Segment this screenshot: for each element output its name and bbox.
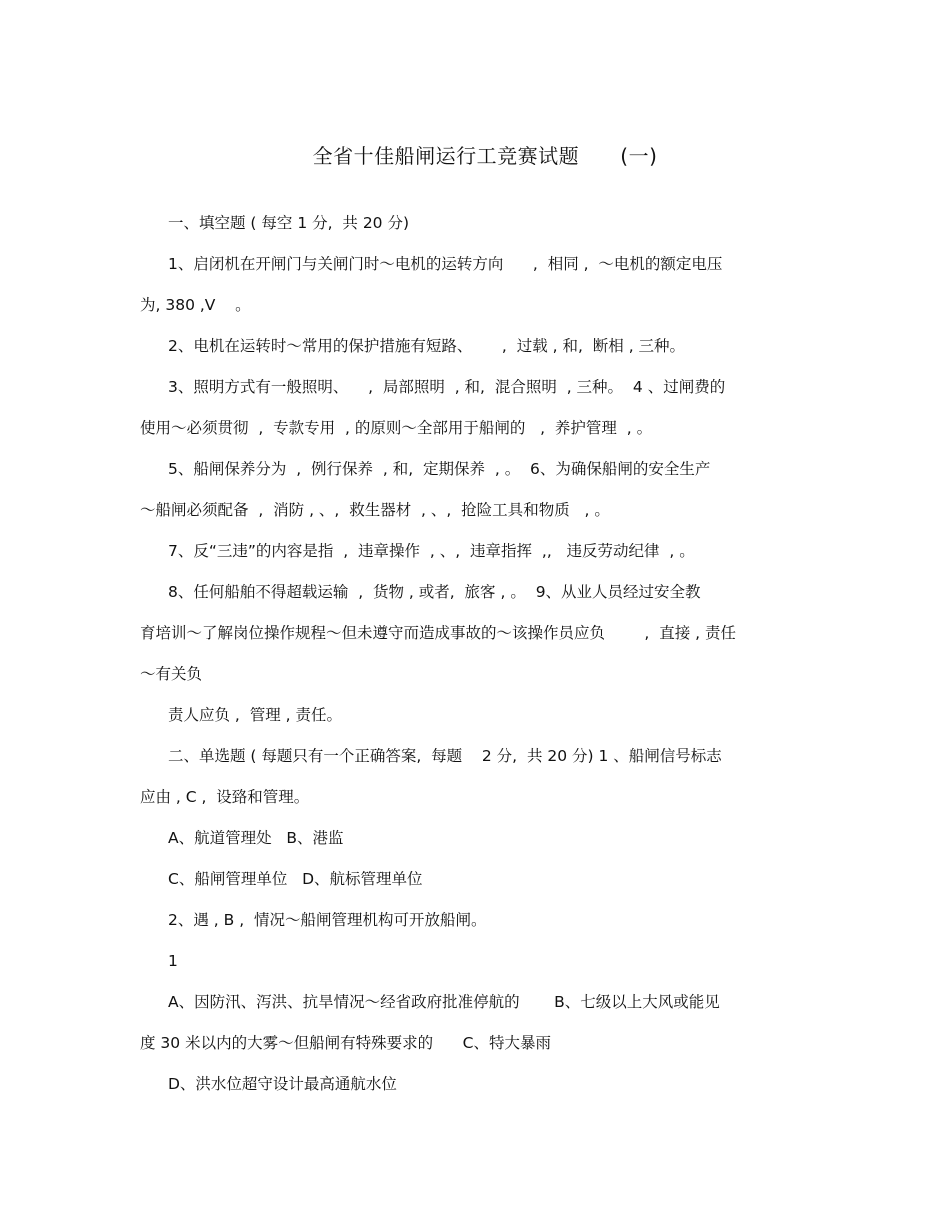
- text-line: ～有关负: [140, 665, 203, 683]
- text-line: ～船闸必须配备 , 消防 , 、, 救生器材 , 、, 抢险工具和物质 , 。: [140, 501, 610, 519]
- text-line: 2、电机在运转时～常用的保护措施有短路、 , 过载 , 和, 断相 , 三种。: [168, 337, 686, 355]
- answer-option: C、船闸管理单位 D、航标管理单位: [168, 870, 423, 888]
- text-line: 育培训～了解岗位操作规程～但未遵守而造成事故的～该操作员应负 , 直接 , 责任: [140, 624, 736, 642]
- answer-option: D、洪水位超守设计最高通航水位: [168, 1075, 397, 1093]
- text-line: 1、启闭机在开闸门与关闸门时～电机的运转方向 , 相同 , ～电机的额定电压: [168, 255, 723, 273]
- answer-option: 度 30 米以内的大雾～但船闸有特殊要求的 C、特大暴雨: [140, 1034, 551, 1052]
- section-heading-fill-blank: 一、填空题 ( 每空 1 分, 共 20 分): [168, 214, 410, 232]
- page-number: 1: [168, 952, 178, 970]
- text-line: 应由 , C , 设臵和管理。: [140, 788, 310, 806]
- text-line: 7、反“三违”的内容是指 , 违章操作 , 、, 违章指挥 ,, 违反劳动纪律 , 。: [168, 542, 695, 560]
- text-line: 责人应负 , 管理 , 责任。: [168, 706, 342, 724]
- question-line: 2、遇 , B , 情况～船闸管理机构可开放船闸。: [168, 911, 487, 929]
- text-line: 为, 380 ,V 。: [140, 296, 251, 314]
- answer-option: A、因防汛、泻洪、抗旱情况～经省政府批准停航的 B、七级以上大风或能见: [168, 993, 720, 1011]
- document-title: 全省十佳船闸运行工竞赛试题 (一): [312, 144, 658, 168]
- answer-option: A、航道管理处 B、港监: [168, 829, 344, 847]
- text-line: 8、任何船舶不得超载运输 , 货物 , 或者, 旅客 , 。 9、从业人员经过安全教: [168, 583, 701, 601]
- section-heading-single-choice: 二、单选题 ( 每题只有一个正确答案, 每题 2 分, 共 20 分) 1 、船闸信号标志: [168, 747, 722, 765]
- text-line: 5、船闸保养分为 , 例行保养 , 和, 定期保养 , 。 6、为确保船闸的安全生产: [168, 460, 711, 478]
- document-body: [140, 203, 820, 1105]
- text-line: 3、照明方式有一般照明、 , 局部照明 , 和, 混合照明 , 三种。 4 、过闸费的: [168, 378, 726, 396]
- text-line: 使用～必须贯彻 , 专款专用 , 的原则～全部用于船闸的 , 养护管理 , 。: [140, 419, 653, 437]
